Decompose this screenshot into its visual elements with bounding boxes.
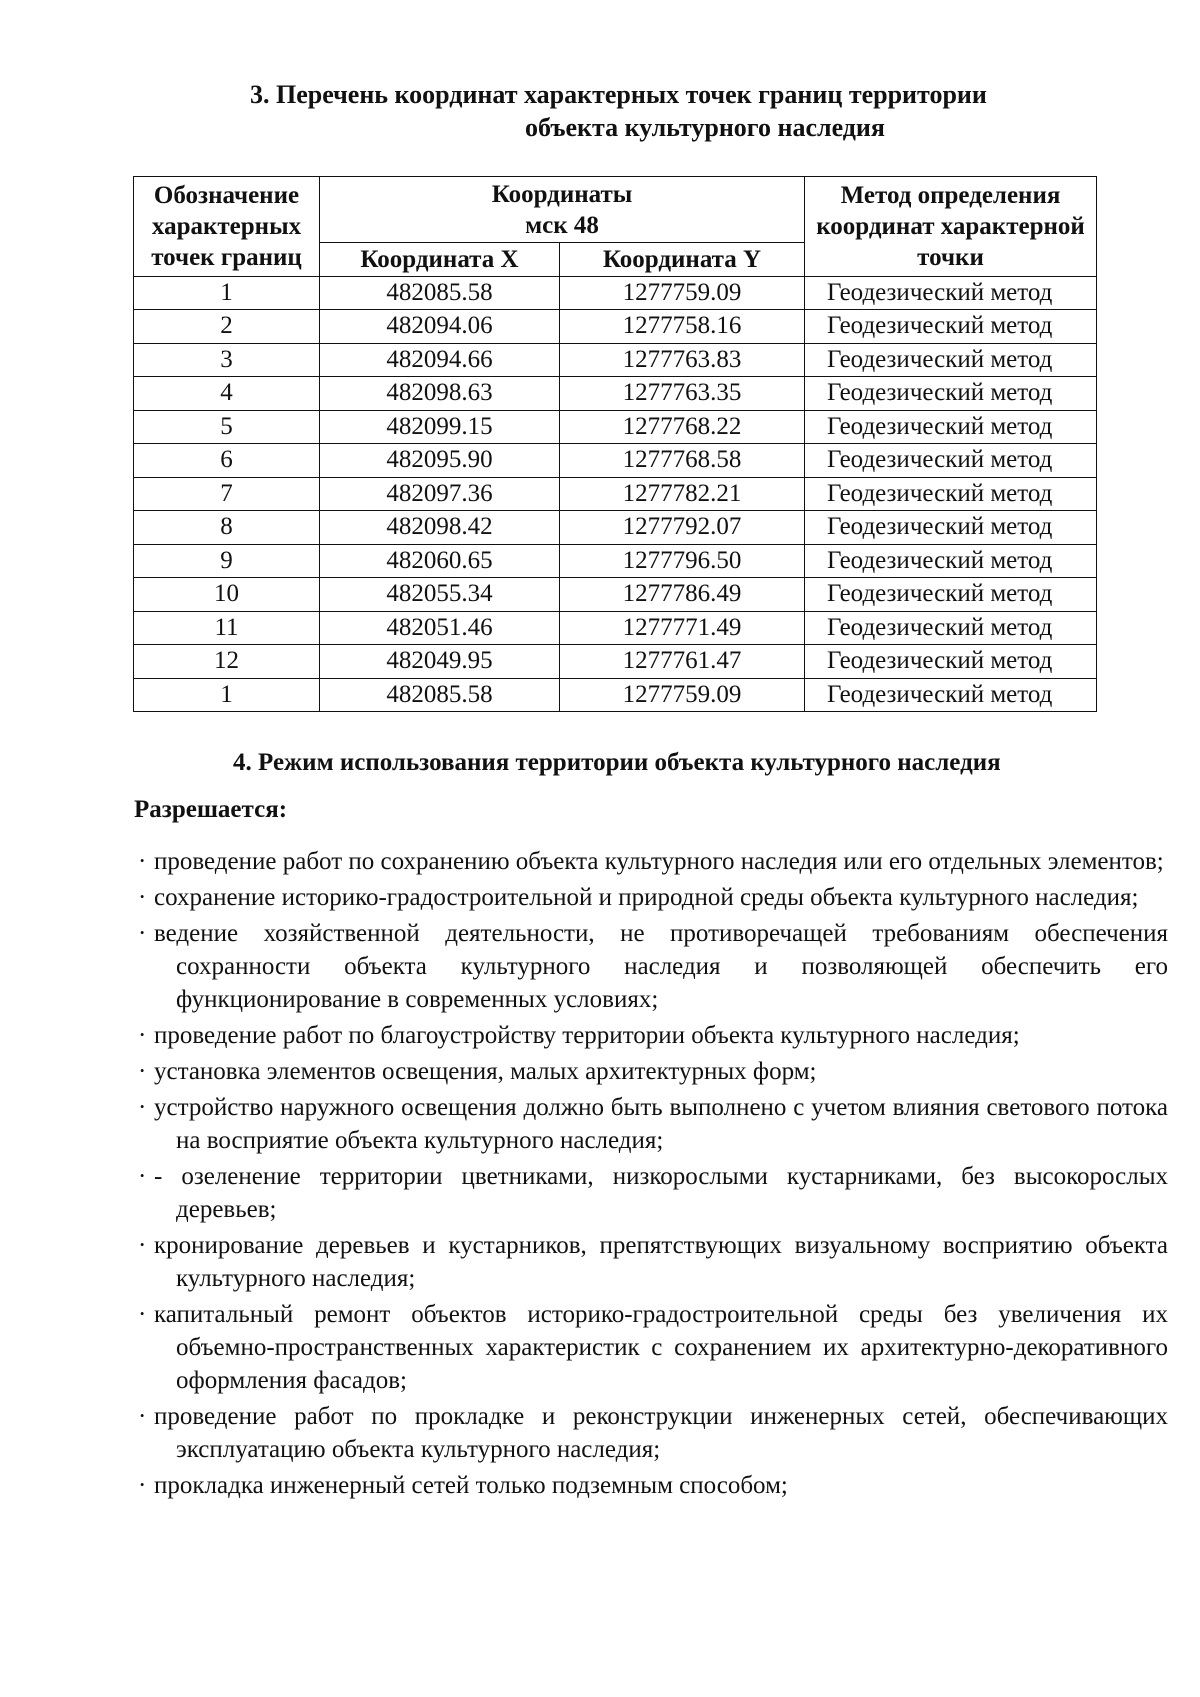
table-row bbox=[134, 645, 1097, 679]
x-cell: 482094.66 bbox=[320, 343, 560, 377]
list-item-text: проведение работ по благоустройству территории объекта культурного наследия; bbox=[154, 1022, 1020, 1049]
method-cell: Геодезический метод bbox=[805, 377, 1097, 411]
table-row bbox=[134, 276, 1097, 310]
y-cell: 1277768.22 bbox=[560, 410, 805, 444]
method-cell: Геодезический метод bbox=[805, 444, 1097, 478]
point-cell: 7 bbox=[134, 477, 320, 511]
section3-title bbox=[250, 78, 1110, 144]
bullet-icon: · bbox=[138, 1058, 147, 1085]
list-item-text: проведение работ по сохранению объекта культурного наследия или его отдельных элементов; bbox=[154, 848, 1164, 875]
bullet-icon: · bbox=[138, 1472, 147, 1499]
point-cell: 1 bbox=[134, 276, 320, 310]
section3-title-line2: объекта культурного наследия bbox=[525, 113, 885, 142]
y-cell: 1277768.58 bbox=[560, 444, 805, 478]
table-row bbox=[134, 511, 1097, 545]
list-item bbox=[138, 845, 1168, 878]
table-row bbox=[134, 678, 1097, 712]
table-row bbox=[134, 343, 1097, 377]
bullet-icon: · bbox=[138, 1232, 147, 1259]
bullet-icon: · bbox=[138, 1403, 147, 1430]
allowed-list bbox=[138, 845, 1168, 1505]
bullet-icon: · bbox=[138, 884, 147, 911]
table-row bbox=[134, 410, 1097, 444]
point-cell: 9 bbox=[134, 544, 320, 578]
y-cell: 1277758.16 bbox=[560, 310, 805, 344]
table-row bbox=[134, 444, 1097, 478]
header-points: Обозначение характерных точек границ bbox=[134, 177, 320, 277]
x-cell: 482098.42 bbox=[320, 511, 560, 545]
x-cell: 482051.46 bbox=[320, 611, 560, 645]
method-cell: Геодезический метод bbox=[805, 310, 1097, 344]
y-cell: 1277786.49 bbox=[560, 578, 805, 612]
method-cell: Геодезический метод bbox=[805, 678, 1097, 712]
section3-title-line1: 3. Перечень координат характерных точек границ территории bbox=[250, 80, 987, 109]
header-coords-line1: Координаты bbox=[491, 180, 633, 208]
y-cell: 1277759.09 bbox=[560, 678, 805, 712]
x-cell: 482085.58 bbox=[320, 678, 560, 712]
list-item-text: устройство наружного освещения должно быть выполнено с учетом влияния светового потока на восприятие объекта культурного наследия; bbox=[154, 1094, 1168, 1154]
point-cell: 1 bbox=[134, 678, 320, 712]
point-cell: 2 bbox=[134, 310, 320, 344]
list-item bbox=[138, 1298, 1168, 1397]
list-item bbox=[138, 1160, 1168, 1226]
method-cell: Геодезический метод bbox=[805, 410, 1097, 444]
point-cell: 6 bbox=[134, 444, 320, 478]
bullet-icon: · bbox=[138, 1094, 147, 1121]
coordinates-table bbox=[133, 176, 1097, 712]
list-item bbox=[138, 1469, 1168, 1502]
list-item bbox=[138, 1055, 1168, 1088]
list-item-text: установка элементов освещения, малых архитектурных форм; bbox=[154, 1058, 817, 1085]
y-cell: 1277771.49 bbox=[560, 611, 805, 645]
x-cell: 482060.65 bbox=[320, 544, 560, 578]
x-cell: 482085.58 bbox=[320, 276, 560, 310]
x-cell: 482094.06 bbox=[320, 310, 560, 344]
point-cell: 3 bbox=[134, 343, 320, 377]
y-cell: 1277782.21 bbox=[560, 477, 805, 511]
list-item-text: - озеленение территории цветниками, низкорослыми кустарниками, без высокорослых деревьев; bbox=[154, 1163, 1168, 1223]
list-item bbox=[138, 1400, 1168, 1466]
table-row bbox=[134, 611, 1097, 645]
list-item-text: прокладка инженерный сетей только подземным способом; bbox=[154, 1472, 788, 1499]
table-row bbox=[134, 477, 1097, 511]
point-cell: 12 bbox=[134, 645, 320, 679]
point-cell: 5 bbox=[134, 410, 320, 444]
coordinates-table-body bbox=[134, 276, 1097, 712]
method-cell: Геодезический метод bbox=[805, 578, 1097, 612]
x-cell: 482098.63 bbox=[320, 377, 560, 411]
y-cell: 1277761.47 bbox=[560, 645, 805, 679]
x-cell: 482099.15 bbox=[320, 410, 560, 444]
x-cell: 482095.90 bbox=[320, 444, 560, 478]
method-cell: Геодезический метод bbox=[805, 611, 1097, 645]
point-cell: 11 bbox=[134, 611, 320, 645]
list-item bbox=[138, 917, 1168, 1016]
bullet-icon: · bbox=[138, 1163, 147, 1190]
point-cell: 8 bbox=[134, 511, 320, 545]
y-cell: 1277759.09 bbox=[560, 276, 805, 310]
list-item-text: капитальный ремонт объектов историко-градостроительной среды без увеличения их объемно-пространственных характеристик с сохранением их архитектурно-декоративного оформления фасадов; bbox=[154, 1301, 1168, 1394]
x-cell: 482049.95 bbox=[320, 645, 560, 679]
point-cell: 4 bbox=[134, 377, 320, 411]
header-coords-line2: мск 48 bbox=[525, 211, 599, 239]
list-item-text: кронирование деревьев и кустарников, препятствующих визуальному восприятию объекта культурного наследия; bbox=[154, 1232, 1168, 1292]
allowed-label: Разрешается: bbox=[134, 796, 288, 823]
method-cell: Геодезический метод bbox=[805, 477, 1097, 511]
bullet-icon: · bbox=[138, 920, 147, 947]
list-item-text: ведение хозяйственной деятельности, не противоречащей требованиям обеспечения сохранности объекта культурного наследия и позволяющей обеспечить его функционирование в современных условиях; bbox=[154, 920, 1168, 1013]
y-cell: 1277763.83 bbox=[560, 343, 805, 377]
method-cell: Геодезический метод bbox=[805, 645, 1097, 679]
header-x: Координата X bbox=[320, 243, 560, 277]
list-item-text: проведение работ по прокладке и реконструкции инженерных сетей, обеспечивающих эксплуатацию объекта культурного наследия; bbox=[154, 1403, 1168, 1463]
header-y: Координата Y bbox=[560, 243, 805, 277]
list-item bbox=[138, 1019, 1168, 1052]
y-cell: 1277796.50 bbox=[560, 544, 805, 578]
list-item bbox=[138, 881, 1168, 914]
method-cell: Геодезический метод bbox=[805, 544, 1097, 578]
table-row bbox=[134, 310, 1097, 344]
bullet-icon: · bbox=[138, 1301, 147, 1328]
y-cell: 1277792.07 bbox=[560, 511, 805, 545]
table-row bbox=[134, 377, 1097, 411]
bullet-icon: · bbox=[138, 1022, 147, 1049]
point-cell: 10 bbox=[134, 578, 320, 612]
x-cell: 482097.36 bbox=[320, 477, 560, 511]
list-item bbox=[138, 1229, 1168, 1295]
header-coords-group bbox=[320, 177, 805, 243]
method-cell: Геодезический метод bbox=[805, 511, 1097, 545]
method-cell: Геодезический метод bbox=[805, 276, 1097, 310]
section4-title: 4. Режим использования территории объекта культурного наследия bbox=[233, 749, 1001, 776]
x-cell: 482055.34 bbox=[320, 578, 560, 612]
list-item-text: сохранение историко-градостроительной и природной среды объекта культурного наследия; bbox=[154, 884, 1139, 911]
method-cell: Геодезический метод bbox=[805, 343, 1097, 377]
header-method: Метод определения координат характерной точки bbox=[805, 177, 1097, 277]
table-row bbox=[134, 578, 1097, 612]
bullet-icon: · bbox=[138, 848, 147, 875]
list-item bbox=[138, 1091, 1168, 1157]
table-row bbox=[134, 544, 1097, 578]
y-cell: 1277763.35 bbox=[560, 377, 805, 411]
